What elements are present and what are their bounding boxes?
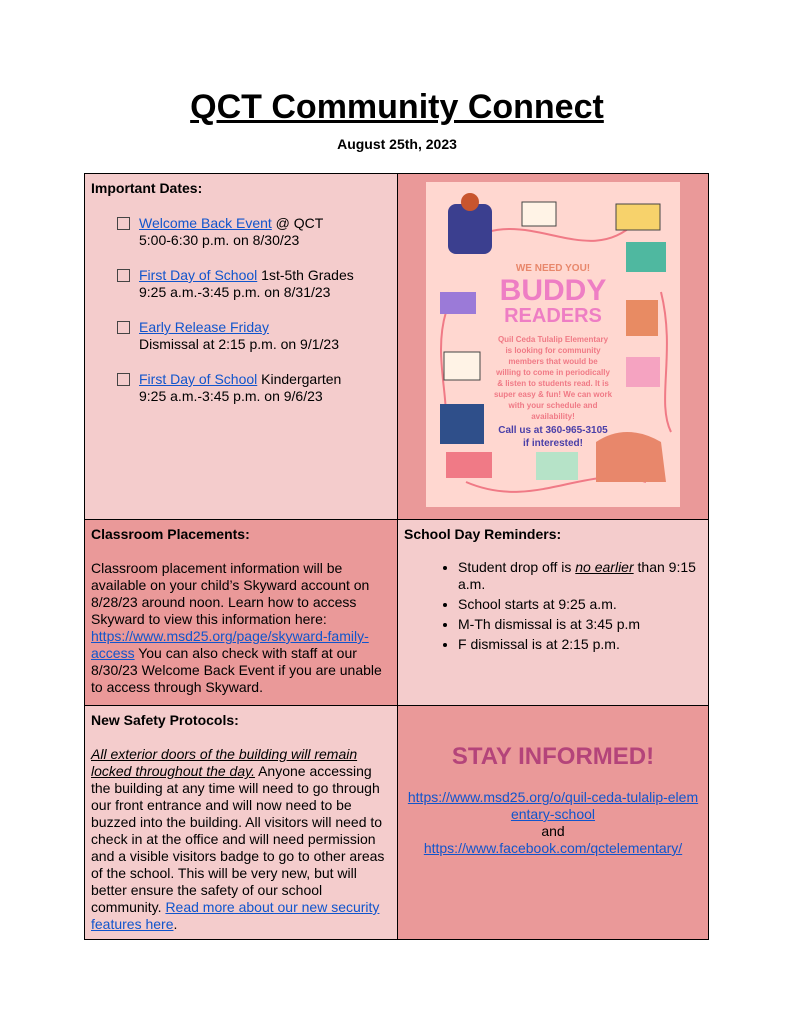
page-date: August 25th, 2023	[337, 136, 457, 152]
stay-informed-links	[404, 789, 702, 857]
date-item-time: 9:25 a.m.-3:45 p.m. on 8/31/23	[139, 284, 331, 300]
safety-end: .	[173, 916, 178, 932]
important-dates-heading: Important Dates:	[91, 180, 203, 196]
safety-protocols-heading: New Safety Protocols:	[91, 712, 239, 728]
poster-title-line2: READERS	[504, 305, 602, 327]
school-website-link[interactable]: https://www.msd25.org/o/quil-ceda-tulalip-elementary-school	[407, 789, 699, 822]
poster-body-line: with your schedule and	[508, 401, 598, 410]
safety-protocols-text	[91, 746, 391, 933]
facebook-link[interactable]: https://www.facebook.com/qctelementary/	[423, 840, 683, 856]
stay-informed-cell	[398, 706, 709, 940]
checkbox[interactable]	[117, 217, 130, 230]
security-features-link[interactable]: Read more about our new security features here	[91, 899, 380, 932]
skyward-family-access-link[interactable]: https://www.msd25.org/page/skyward-family-access	[91, 628, 369, 661]
stay-informed-heading: STAY INFORMED!	[451, 743, 655, 770]
reminder-item	[458, 559, 702, 593]
poster-we-need-you: WE NEED YOU!	[515, 263, 591, 274]
safety-body: Anyone accessing the building at any time will need to go through our front entrance and will now need to be buzzed into the building. All visitors will need to check in at the office and will need permission and a visible visitors badge to go to other areas of the school. This will be very new, but will better ensure the safety of our school community.	[91, 763, 385, 915]
reminder-text: than 9:15 a.m.	[458, 559, 696, 592]
poster-body-line: Quil Ceda Tulalip Elementary	[497, 335, 609, 344]
classroom-placements-heading: Classroom Placements:	[91, 526, 250, 542]
poster-title-line1: BUDDY	[499, 274, 607, 307]
date-item-rest: Kindergarten	[257, 371, 342, 387]
reminder-item: • F dismissal is at 2:15 p.m.	[458, 636, 702, 653]
first-day-kindergarten-link[interactable]: First Day of School	[139, 371, 258, 387]
safety-emphasis: All exterior doors of the building will remain locked throughout the day.	[91, 746, 358, 779]
safety-protocols-cell	[85, 706, 398, 940]
poster-body-line: super easy & fun! We can work	[493, 390, 613, 399]
date-item-rest: @ QCT	[271, 215, 324, 231]
reminder-text: Student drop off is	[458, 559, 576, 575]
checkbox[interactable]	[117, 321, 130, 334]
date-item-time: 5:00-6:30 p.m. on 8/30/23	[139, 232, 300, 248]
date-item-rest: 1st-5th Grades	[257, 267, 354, 283]
page-title: QCT Community Connect	[190, 88, 604, 126]
early-release-friday-link[interactable]: Early Release Friday	[139, 319, 269, 335]
newsletter-grid	[84, 173, 709, 940]
classroom-placements-cell	[85, 520, 398, 706]
reminder-emphasis: no earlier	[575, 559, 634, 575]
poster-call-line1: Call us at 360-965-3105	[498, 425, 608, 436]
date-item-time: Dismissal at 2:15 p.m. on 9/1/23	[139, 336, 339, 352]
school-day-reminders-heading: School Day Reminders:	[404, 526, 562, 542]
poster-body-line: willing to come in periodically	[496, 368, 610, 377]
poster-body-line: availability!	[531, 412, 575, 421]
date-item	[117, 371, 391, 405]
poster-body-line: is looking for community	[505, 346, 601, 355]
poster-call-line2: if interested!	[522, 438, 584, 449]
reminder-item: • M-Th dismissal is at 3:45 p.m	[458, 616, 702, 633]
reminder-item: • School starts at 9:25 a.m.	[458, 596, 702, 613]
date-item	[117, 319, 391, 353]
checkbox[interactable]	[117, 373, 130, 386]
classroom-text: You can also check with staff at our 8/30/23 Welcome Back Event if you are unable to access through Skyward.	[91, 645, 382, 695]
poster-cell	[398, 174, 709, 520]
important-dates-cell	[85, 174, 398, 520]
classroom-text: Classroom placement information will be available on your child’s Skyward account on 8/28/23 around noon. Learn how to access Skyward to view this information here:	[91, 560, 370, 627]
and-text: and	[541, 823, 565, 839]
important-dates-list	[91, 215, 391, 405]
checkbox[interactable]	[117, 269, 130, 282]
classroom-placements-text	[91, 560, 391, 696]
first-day-school-link[interactable]: First Day of School	[139, 267, 258, 283]
reminders-list	[404, 559, 702, 653]
poster-body-line: & listen to students read. It is	[497, 379, 609, 388]
welcome-back-event-link[interactable]: Welcome Back Event	[139, 215, 272, 231]
date-item	[117, 215, 391, 249]
buddy-readers-poster	[426, 182, 680, 507]
school-day-reminders-cell	[398, 520, 709, 706]
date-item	[117, 267, 391, 301]
poster-body-line: members that would be	[508, 357, 598, 366]
date-item-time: 9:25 a.m.-3:45 p.m. on 9/6/23	[139, 388, 323, 404]
